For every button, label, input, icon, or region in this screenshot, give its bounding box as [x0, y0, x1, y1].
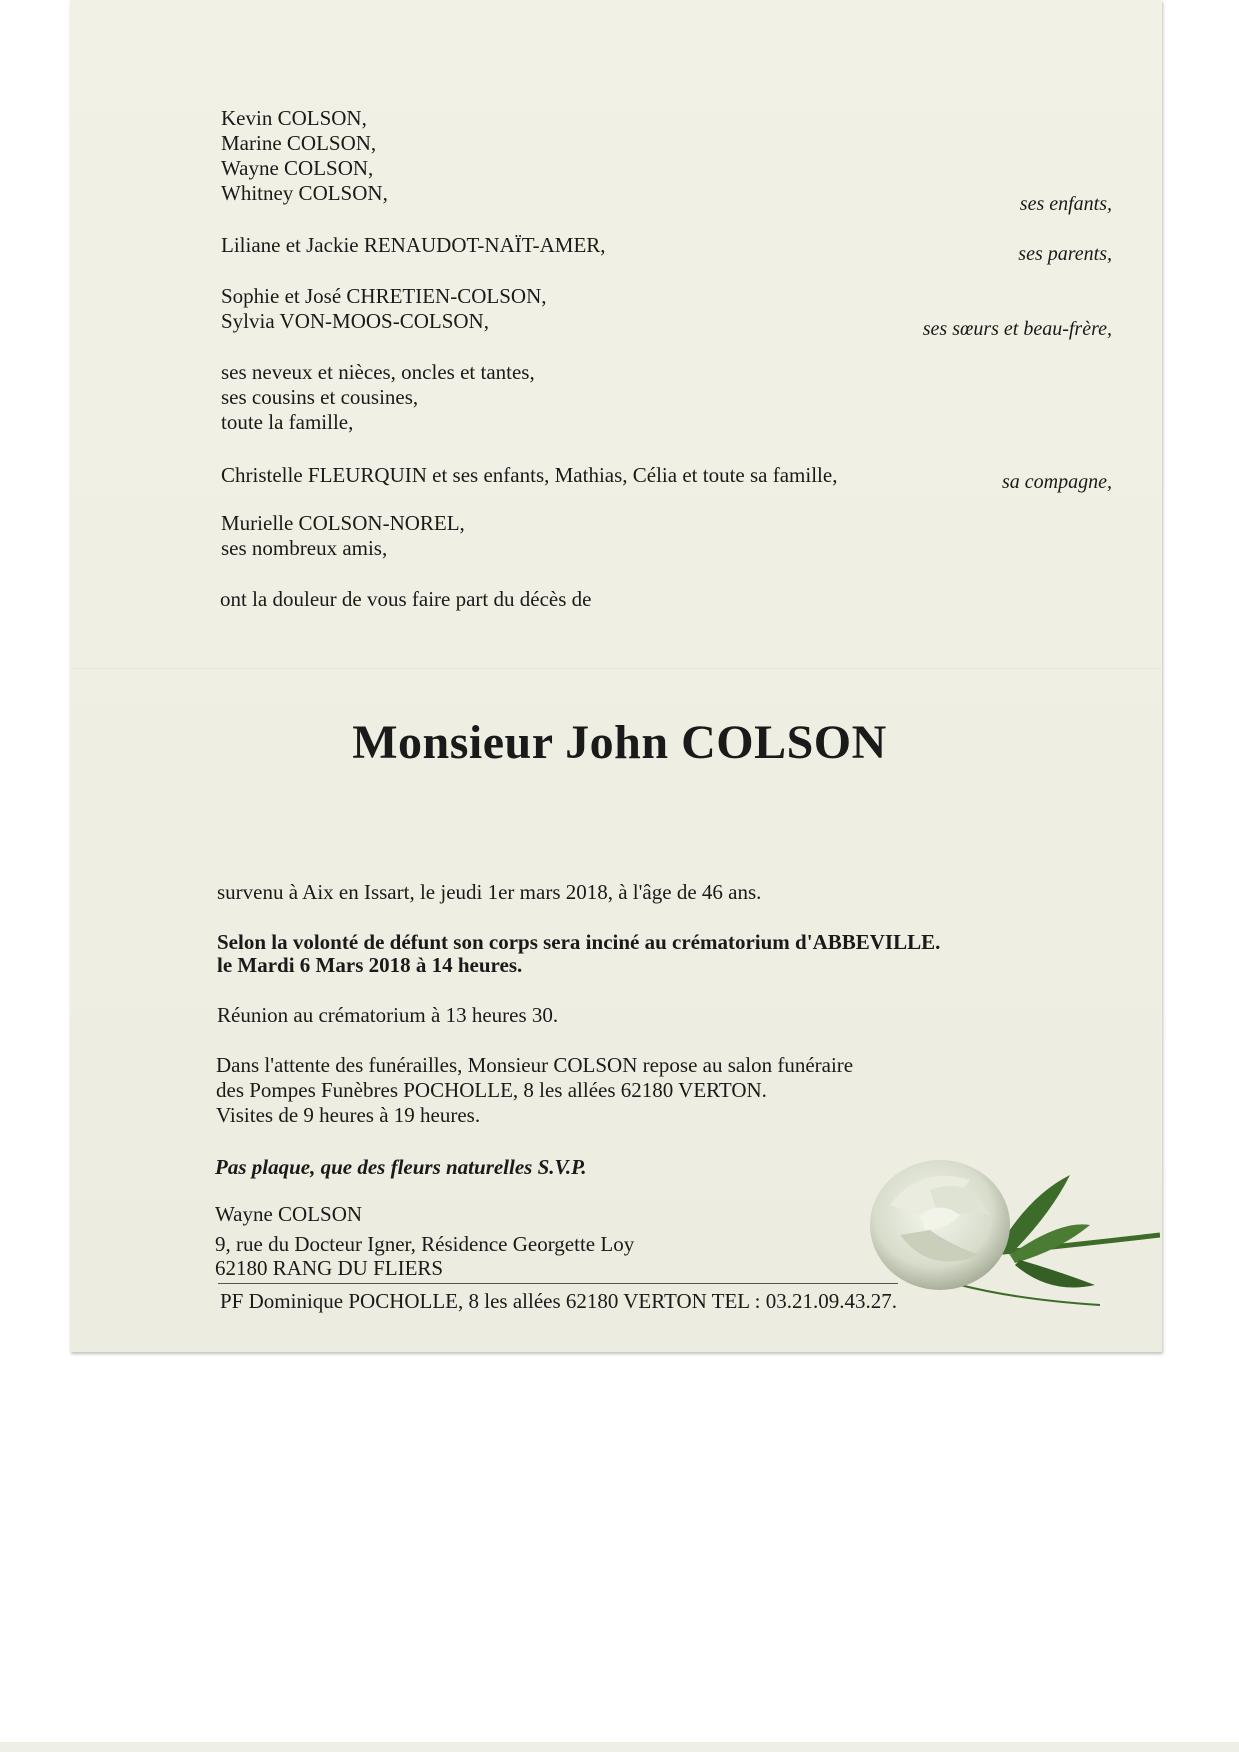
child-name: Marine COLSON,	[221, 131, 377, 155]
other-mourner: ses nombreux amis,	[221, 536, 388, 560]
cremation-line: Selon la volonté de défunt son corps sera inciné au crématorium d'ABBEVILLE.	[217, 930, 941, 954]
extended-family-line: ses neveux et nièces, oncles et tantes,	[221, 360, 535, 384]
child-name: Wayne COLSON,	[221, 156, 374, 180]
contact-name: Wayne COLSON	[215, 1202, 363, 1226]
contact-address: 9, rue du Docteur Igner, Résidence Georgette Loy	[215, 1232, 635, 1256]
partner-line: Christelle FLEURQUIN et ses enfants, Mathias, Célia et toute sa famille,	[221, 463, 838, 487]
meeting-line: Réunion au crématorium à 13 heures 30.	[217, 1003, 559, 1027]
partner-role: sa compagne,	[1002, 471, 1112, 493]
visiting-hours: Visites de 9 heures à 19 heures.	[216, 1103, 481, 1127]
parents-name: Liliane et Jackie RENAUDOT-NAÏT-AMER,	[221, 233, 606, 257]
extended-family-line: ses cousins et cousines,	[221, 385, 419, 409]
funeral-home-footer: PF Dominique POCHOLLE, 8 les allées 62180 VERTON TEL : 03.21.09.43.27.	[220, 1289, 897, 1313]
footer-divider	[218, 1283, 898, 1284]
extended-family-line: toute la famille,	[221, 410, 354, 434]
white-rose-icon	[860, 1135, 1160, 1335]
cremation-date: le Mardi 6 Mars 2018 à 14 heures.	[217, 953, 523, 977]
flowers-note: Pas plaque, que des fleurs naturelles S.V.P.	[215, 1155, 587, 1179]
siblings-role: ses sœurs et beau-frère,	[922, 318, 1112, 340]
children-role: ses enfants,	[1019, 193, 1112, 215]
page-bottom-band	[0, 1742, 1239, 1752]
child-name: Whitney COLSON,	[221, 181, 388, 205]
sibling-name: Sophie et José CHRETIEN-COLSON,	[221, 284, 547, 308]
death-details: survenu à Aix en Issart, le jeudi 1er mars 2018, à l'âge de 46 ans.	[217, 880, 762, 904]
sibling-name: Sylvia VON-MOOS-COLSON,	[221, 309, 489, 333]
child-name: Kevin COLSON,	[221, 106, 367, 130]
parents-role: ses parents,	[1018, 243, 1112, 265]
contact-city: 62180 RANG DU FLIERS	[215, 1256, 444, 1280]
announcement-line: ont la douleur de vous faire part du décès de	[220, 587, 592, 611]
rest-line: Dans l'attente des funérailles, Monsieur COLSON repose au salon funéraire	[216, 1053, 854, 1077]
card-fold-line	[70, 668, 1162, 670]
other-mourner: Murielle COLSON-NOREL,	[221, 511, 465, 535]
rest-line: des Pompes Funèbres POCHOLLE, 8 les allées 62180 VERTON.	[216, 1078, 767, 1102]
deceased-name: Monsieur John COLSON	[352, 716, 887, 769]
